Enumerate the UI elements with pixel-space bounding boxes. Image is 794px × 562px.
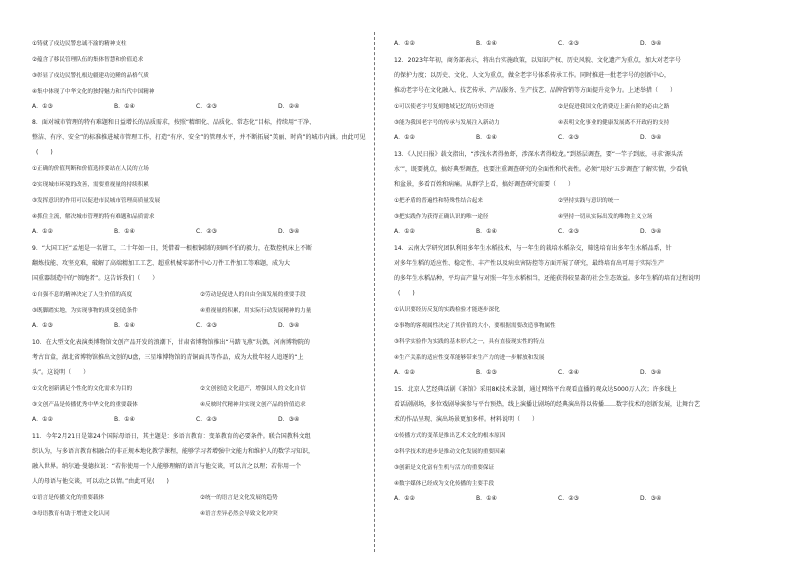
statement-1: ①铸就了戍边民警忠诚不渝的精神支柱 (32, 41, 127, 47)
option-c: C．②③ (558, 495, 579, 502)
question-15-item-1: ①传播方式的变革是推出艺术文化的根本原因 (394, 433, 506, 439)
question-11-item-1: ①语言是传播文化的重要载体 (32, 495, 105, 501)
question-11-item-4: ④语言差异必然会导致文化冲突 (200, 511, 278, 517)
option-c: C．②④ (558, 369, 579, 376)
option-b: B．①③ (476, 369, 497, 376)
question-8-line-2: 整洁、有序、安全”的标准推进城市管理工作，打造“有序、安全”的管理水平，并不断拓展“美丽、时尚”的城市内涵。由此可见 (32, 134, 366, 141)
option-c: C．②③ (196, 228, 217, 235)
question-15-item-4: ④数字媒体已经成为文化传播的主要手段 (394, 481, 495, 487)
question-13-item-3: ③把实践作为获得正确认识的唯一途径 (394, 214, 489, 220)
question-10-line-3: 头”。这说明（ ） (32, 369, 90, 376)
question-11-line-3: 融入世界。纳尔逊·曼德拉说：“若你使用一个人能够理解的语言与他交谈，可以言之以理；若你用一个 (32, 463, 302, 470)
option-d: D．③④ (640, 495, 662, 502)
question-12-item-3: ③能为我国老字号的传承与发展注入新动力 (394, 120, 500, 126)
question-9-item-3: ③既脚踏实地，为实现事物的质变创造条件 (32, 308, 138, 314)
statement-3: ③彰显了戍边民警扎根边疆建功边陲的品格气质 (32, 73, 149, 79)
option-c: C．②③ (558, 134, 579, 141)
option-c: C．②③ (196, 103, 217, 110)
option-a: A．①③ (32, 322, 53, 329)
question-14-line-4: ( ) (398, 290, 415, 297)
question-15-item-2: ②科学技术的进步是推动文化发展的重要因素 (394, 449, 506, 455)
question-8-item-1: ①正确的价值判断和价值选择要站在人民的立场 (32, 166, 149, 172)
option-c: C．②③ (196, 322, 217, 329)
option-b: B．①④ (114, 103, 135, 110)
option-d: D．③④ (640, 228, 662, 235)
question-13-line-3: 和盆景，多看百姓和病痛。从群学上看，搞好调查研究需要（ ） (394, 181, 575, 188)
question-11-item-2: ②统一的语言是文化发展的趋势 (200, 495, 278, 501)
option-a: A．①② (394, 40, 415, 47)
question-10-item-4: ④反映时代精神并实现文创产品的价值追求 (200, 402, 306, 408)
question-8-item-3: ③发挥意识的作用可以促进市民城市管理高质量发展 (32, 198, 161, 204)
question-15-item-3: ③创新是文化富有生机与活力的重要保证 (394, 465, 495, 471)
option-d: D．②④ (278, 103, 300, 110)
option-c: C．②③ (558, 228, 579, 235)
option-b: B．①④ (476, 228, 497, 235)
question-9-line-3: 国重器制造中的“领跑者”。这告诉我们（ ） (32, 275, 159, 282)
option-b: B．①④ (476, 40, 497, 47)
option-d: D．③④ (278, 416, 300, 423)
option-a: A．①② (394, 369, 415, 376)
question-11-line-2: 织认为，与多语言教育相融合的非正规本地化教学课程，能够学习者增强中文能力和维护人的数学习知识， (32, 448, 315, 455)
option-c: C．②③ (558, 40, 579, 47)
question-11-item-3: ③母语教育有助于增进文化认同 (32, 511, 110, 517)
option-b: B．①④ (476, 495, 497, 502)
question-12-item-2: ②是促进我国文化消费迈上新台阶的必由之路 (558, 104, 670, 110)
question-13-item-4: ④坚持一切从实际出发的唯物主义立场 (558, 214, 653, 220)
question-13-line-1: 13．《人民日报》载文指出，“涉浅水者得鱼虾，涉深水者得蛟龙。”到基层调查，要“一竿子到底，寻求‘源头活 (394, 151, 683, 158)
option-d: D．③④ (640, 369, 662, 376)
option-d: D．③④ (278, 322, 300, 329)
question-13-item-2: ②坚持实践与意识的统一 (558, 198, 619, 204)
question-10-line-2: 考古盲盒，湖北省博物馆推出文创的U盘，三星堆博物馆的青铜面具等作品，成为大批年轻人追逐的“上 (32, 354, 304, 361)
question-10-item-1: ①文化创新满足个性化的文化需求为目的 (32, 386, 133, 392)
question-14-line-3: 的多年生水稻品种，平均亩产量与对照一年生水稻相当，还能获得较显著的社会生态效益。多年生稻的培育过程说明 (394, 275, 701, 282)
question-12-line-1: 12．2023年年初，商务部表示，将出台实施政策，以知识产权、历史风貌、文化遗产为重点，加大对老字号 (394, 57, 681, 64)
question-8-line-3: ( ) (36, 149, 53, 156)
column-divider (374, 32, 375, 552)
question-9-item-4: ④重视量的积累，用实际行动发展精神的力量 (200, 308, 312, 314)
question-14-item-1: ①认识要经历反复的实践检验才能逐步深化 (394, 307, 500, 313)
question-12-line-3: 推动老字号在文化融入、技艺传承、产品服务、生产技艺、品牌营销等方面提升竞争力。上述举措（ ） (394, 87, 677, 94)
option-a: A．①② (32, 228, 53, 235)
option-d: D．③④ (640, 40, 662, 47)
option-b: B．①④ (114, 228, 135, 235)
question-9-item-1: ①自强不息的精神决定了人生价值的高度 (32, 292, 133, 298)
statement-4: ④集中体现了中华文化的独特魅力和当代中国精神 (32, 89, 155, 95)
question-15-line-3: 术的作品呈现、演出场景更加多样。材料说明（ ） (394, 416, 539, 423)
question-14-item-3: ③科学实验作为实践的基本形式之一，具有直接现实性的特点 (394, 339, 545, 345)
statement-2: ②蕴含了移民管理队伍的集体智慧和价值追求 (32, 57, 144, 63)
question-13-item-1: ①把矛盾的普遍性和特殊性结合起来 (394, 198, 483, 204)
question-13-line-2: 水’”，既要挑点，搞好典型调查，也要注重调查研究的全面性和代表性。必须“用好‘五步调查’了解实情，少看轨 (394, 166, 688, 173)
question-9-item-2: ②劳动是促进人的自由全面发展的重要手段 (200, 292, 306, 298)
option-a: A．①③ (32, 103, 53, 110)
option-b: B．①④ (114, 416, 135, 423)
question-15-line-2: 看话剧剧场，多位戏剧导演参与平台预热，线上演播让剧场的经典演出得以传播……数字技术的创新发展，让舞台艺 (394, 401, 701, 408)
question-12-item-4: ④表明文化事业的健康发展离不开政府的支持 (558, 120, 670, 126)
question-12-line-2: 的保护力度；以历史、文化、人文为重点，做全老字号体系传承工作。同时推进一批老字号的创新中心， (394, 72, 671, 79)
option-b: B．①④ (114, 322, 135, 329)
option-a: A．①② (32, 416, 53, 423)
question-10-item-2: ②文创创造文化遗产，增强国人的文化自信 (200, 386, 306, 392)
question-9-line-1: 9．“大国工匠”孟旭是一名钳工，二十年如一日，凭借着一根根铜制的刻画不怕的毅力，在数控机床上不断 (32, 245, 313, 252)
option-a: A．①② (394, 228, 415, 235)
question-8-item-2: ②实现城市环境的改善，需要重视量的持续积累 (32, 182, 149, 188)
option-a: A．①② (394, 495, 415, 502)
option-b: B．①④ (476, 134, 497, 141)
question-8-item-4: ④抓住主流，解决城市管理的特有难题和品质需求 (32, 214, 155, 220)
option-c: C．②③ (196, 416, 217, 423)
option-d: D．③④ (640, 134, 662, 141)
question-14-item-4: ④生产关系的适应性变革能够带来生产力的进一步解放和发展 (394, 355, 545, 361)
option-d: D．③④ (278, 228, 300, 235)
question-8-line-1: 8．面对城市管理的特有难题和日益增长的品质需求，按照“精细化、品质化、常态化”目标，持续用“干净、 (32, 119, 316, 126)
option-a: A．①② (394, 134, 415, 141)
question-10-item-3: ③文创产品是传播优秀中华文化的重要载体 (32, 402, 138, 408)
question-14-line-2: 对多年生稻的适应性、稳定性、丰产性以及病虫害防控等方面开展了研究，最终培育出可用于实际生产 (394, 260, 665, 267)
question-10-line-1: 10．在大型文化表演类博物馆文创产品开发的浪潮下，甘肃省博物馆推出“马踏飞燕”玩偶，河南博物院的 (32, 339, 310, 346)
question-14-item-2: ②事物的客观属性决定了其价值的大小，要根据需要改造事物属性 (394, 323, 556, 329)
question-11-line-4: 人的母语与他交谈，可以动之以情。”由此可见( ) (32, 478, 169, 485)
question-12-item-1: ①可以使老字号复刻地域记忆的历史印迹 (394, 104, 495, 110)
question-9-line-2: 翻炼技能、攻坚克难，破解了高端精加工工艺、超重机械零部件中心刀件工件加工等难题，成为大 (32, 260, 291, 267)
question-14-line-1: 14．云南大学研究团队利用多年生水稻技术，与一年生的栽培水稻杂交，筛选培育出多年生水稻品系，针 (394, 245, 672, 252)
question-15-line-1: 15．北京人艺经典话剧《茶馆》采用8K技术录制，通过网络平台观看直播的观众达5000万人次；许多线上 (394, 386, 677, 393)
question-11-line-1: 11．今年2月21日是第24个国际母语日，其主题是：多语言教育：变革教育的必要条件。联合国教科文组 (32, 433, 311, 440)
